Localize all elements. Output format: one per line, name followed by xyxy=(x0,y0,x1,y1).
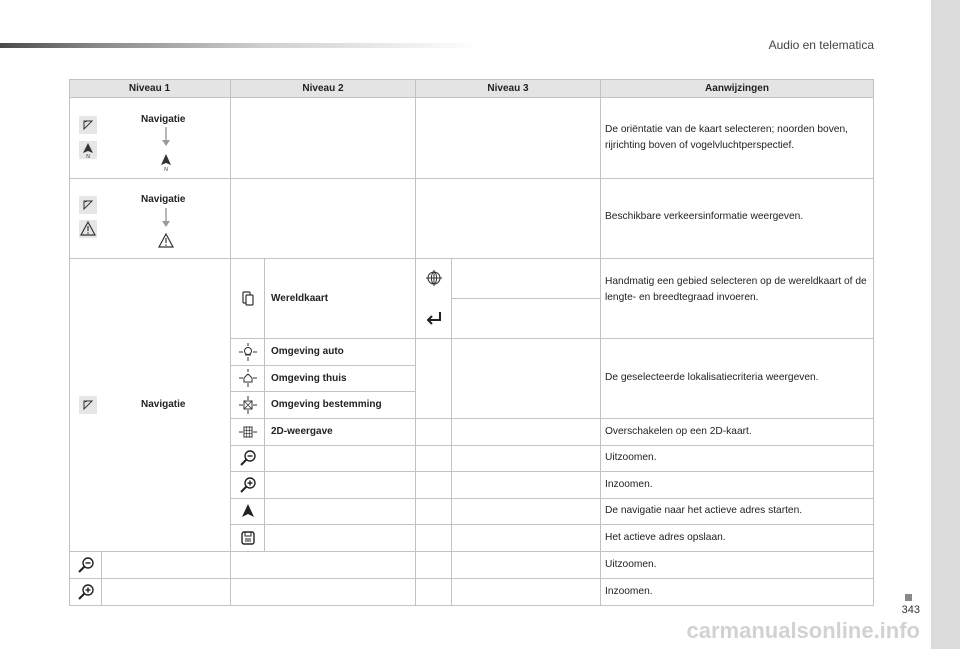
enter-return-icon xyxy=(425,309,443,327)
level1-label-traffic: Navigatie xyxy=(141,194,186,205)
page-marker xyxy=(905,594,912,601)
zoom-in-icon xyxy=(239,476,257,494)
navigation-menu-icon xyxy=(79,396,97,414)
page-edge-strip xyxy=(931,0,960,649)
description-orientation: De oriëntatie van de kaart selecteren; noorden boven, rijrichting boven of vogelvluchtperspectief. xyxy=(605,124,848,151)
level-arrow-icon xyxy=(157,127,175,147)
description-2d-weergave: Overschakelen op een 2D-kaart. xyxy=(605,426,752,437)
locate-crosshair-icon xyxy=(239,343,257,361)
navigation-menu-icon xyxy=(79,196,97,214)
warning-triangle-icon xyxy=(79,220,97,238)
header-gradient-bar xyxy=(0,43,480,48)
locate-destination-icon xyxy=(239,396,257,414)
locate-home-icon xyxy=(239,369,257,387)
svg-text:N: N xyxy=(164,167,168,171)
section-title: Audio en telematica xyxy=(768,38,874,52)
level2-label-omgeving-auto: Omgeving auto xyxy=(271,346,344,357)
level1-label-navigatie: Navigatie xyxy=(141,399,186,410)
page-number: 343 xyxy=(901,604,920,616)
level1-label-orientation: Navigatie xyxy=(141,114,186,125)
start-navigation-icon xyxy=(239,502,257,520)
north-arrow-icon xyxy=(79,141,97,159)
level2-label-omgeving-bestemming: Omgeving bestemming xyxy=(271,399,382,410)
svg-text:N: N xyxy=(86,154,90,159)
description-wereldkaart: Handmatig een gebied selecteren op de wereldkaart of de lengte- en breedtegraad invoeren. xyxy=(605,276,867,303)
column-header-aanwijzingen: Aanwijzingen xyxy=(705,83,769,94)
watermark: carmanualsonline.info xyxy=(686,618,920,643)
north-arrow-icon xyxy=(157,153,175,171)
description-inzoomen: Inzoomen. xyxy=(605,479,653,490)
zoom-out-icon xyxy=(77,556,95,574)
description-inzoomen-2: Inzoomen. xyxy=(605,586,653,597)
warning-triangle-icon xyxy=(157,232,175,250)
map-pages-icon xyxy=(239,289,257,307)
navigation-menu-icon xyxy=(79,116,97,134)
level-arrow-icon xyxy=(157,208,175,228)
level2-label-2d-weergave: 2D-weergave xyxy=(271,426,333,437)
level2-label-omgeving-thuis: Omgeving thuis xyxy=(271,373,347,384)
grid-map-icon xyxy=(239,423,257,441)
column-header-niveau-2: Niveau 2 xyxy=(302,83,344,94)
zoom-out-icon xyxy=(239,449,257,467)
globe-icon xyxy=(425,269,443,287)
level2-label-wereldkaart: Wereldkaart xyxy=(271,293,329,304)
save-icon xyxy=(239,529,257,547)
description-omgeving: De geselecteerde lokalisatiecriteria weergeven. xyxy=(605,372,819,383)
zoom-in-icon xyxy=(77,583,95,601)
column-header-niveau-3: Niveau 3 xyxy=(487,83,529,94)
description-start: De navigatie naar het actieve adres starten. xyxy=(605,505,803,516)
description-traffic: Beschikbare verkeersinformatie weergeven. xyxy=(605,211,804,222)
description-opslaan: Het actieve adres opslaan. xyxy=(605,532,726,543)
description-uitzoomen-2: Uitzoomen. xyxy=(605,559,657,570)
column-header-niveau-1: Niveau 1 xyxy=(128,83,171,94)
description-uitzoomen: Uitzoomen. xyxy=(605,452,657,463)
